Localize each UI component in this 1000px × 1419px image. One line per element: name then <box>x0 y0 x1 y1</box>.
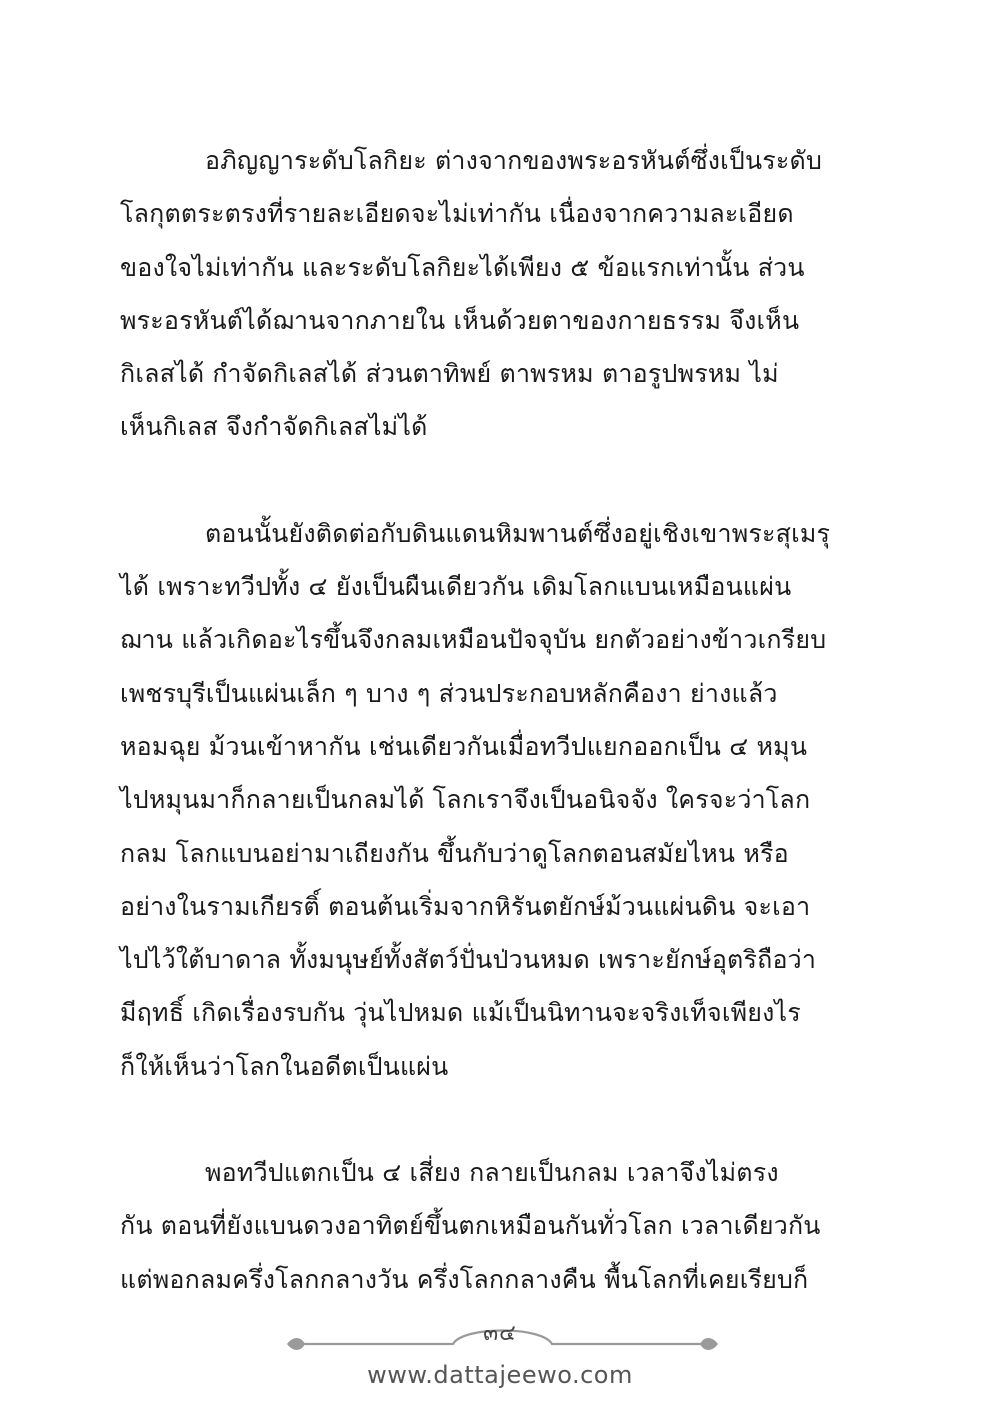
text-line: กัน ตอนที่ยังแบนดวงอาทิตย์ขึ้นตกเหมือนกันทั่วโลก เวลาเดียวกัน <box>120 1211 821 1241</box>
paragraph-1 <box>120 134 835 454</box>
text-line: เพชรบุรีเป็นแผ่นเล็ก ๆ บาง ๆ ส่วนประกอบหลักคืองา ย่างแล้ว <box>120 678 778 708</box>
text-line: ไปไว้ใต้บาดาล ทั้งมนุษย์ทั้งสัตว์ปั่นป่วนหมด เพราะยักษ์อุตริถือว่า <box>120 945 817 975</box>
text-line: ฌาน แล้วเกิดอะไรขึ้นจึงกลมเหมือนปัจจุบัน ยกตัวอย่างข้าวเกรียบ <box>120 625 827 655</box>
paragraph-3 <box>120 1146 835 1306</box>
paragraph-spacer <box>120 1093 835 1146</box>
page-number: ๓๔ <box>483 1321 517 1346</box>
paragraph-spacer <box>120 454 835 507</box>
text-line: ตอนนั้นยังติดต่อกับดินแดนหิมพานต์ซึ่งอยู่เชิงเขาพระสุเมรุ <box>205 518 831 548</box>
text-line: ได้ เพราะทวีปทั้ง ๔ ยังเป็นผืนเดียวกัน เดิมโลกแบนเหมือนแผ่น <box>120 572 792 602</box>
text-line: กลม โลกแบนอย่ามาเถียงกัน ขึ้นกับว่าดูโลกตอนสมัยไหน หรือ <box>120 838 789 868</box>
paragraph-2 <box>120 507 835 1093</box>
text-line: ไปหมุนมาก็กลายเป็นกลมได้ โลกเราจึงเป็นอนิจจัง ใครจะว่าโลก <box>120 785 811 815</box>
website-url: www.dattajeewo.com <box>367 1361 633 1389</box>
text-line: อย่างในรามเกียรติ์ ตอนต้นเริ่มจากหิรันตยักษ์ม้วนแผ่นดิน จะเอา <box>120 891 811 921</box>
text-line: ก็ให้เห็นว่าโลกในอดีตเป็นแผ่น <box>120 1051 449 1081</box>
leaf-left-icon <box>287 1338 305 1350</box>
text-line: หอมฉุย ม้วนเข้าหากัน เช่นเดียวกันเมื่อทวีปแยกออกเป็น ๔ หมุน <box>120 731 808 761</box>
text-line: แต่พอกลมครึ่งโลกกลางวัน ครึ่งโลกกลางคืน พื้นโลกที่เคยเรียบก็ <box>120 1264 809 1294</box>
leaf-right-icon <box>700 1338 718 1350</box>
text-line: กิเลสได้ กำจัดกิเลสได้ ส่วนตาทิพย์ ตาพรหม ตาอรูปพรหม ไม่ <box>120 359 779 389</box>
text-line: เห็นกิเลส จึงกำจัดกิเลสไม่ได้ <box>120 412 428 442</box>
text-line: อภิญญาระดับโลกิยะ ต่างจากของพระอรหันต์ซึ่งเป็นระดับ <box>205 146 823 175</box>
text-line: พระอรหันต์ได้ฌานจากภายใน เห็นด้วยตาของกายธรรม จึงเห็น <box>120 305 800 335</box>
text-line: โลกุตตระตรงที่รายละเอียดจะไม่เท่ากัน เนื่องจากความละเอียด <box>120 199 794 229</box>
body-text <box>120 134 835 1306</box>
text-line: มีฤทธิ์ เกิดเรื่องรบกัน วุ่นไปหมด แม้เป็นนิทานจะจริงเท็จเพียงไร <box>120 998 801 1028</box>
text-line: พอทวีปแตกเป็น ๔ เสี่ยง กลายเป็นกลม เวลาจึงไม่ตรง <box>205 1158 779 1188</box>
text-line: ของใจไม่เท่ากัน และระดับโลกิยะได้เพียง ๕ ข้อแรกเท่านั้น ส่วน <box>120 252 805 282</box>
